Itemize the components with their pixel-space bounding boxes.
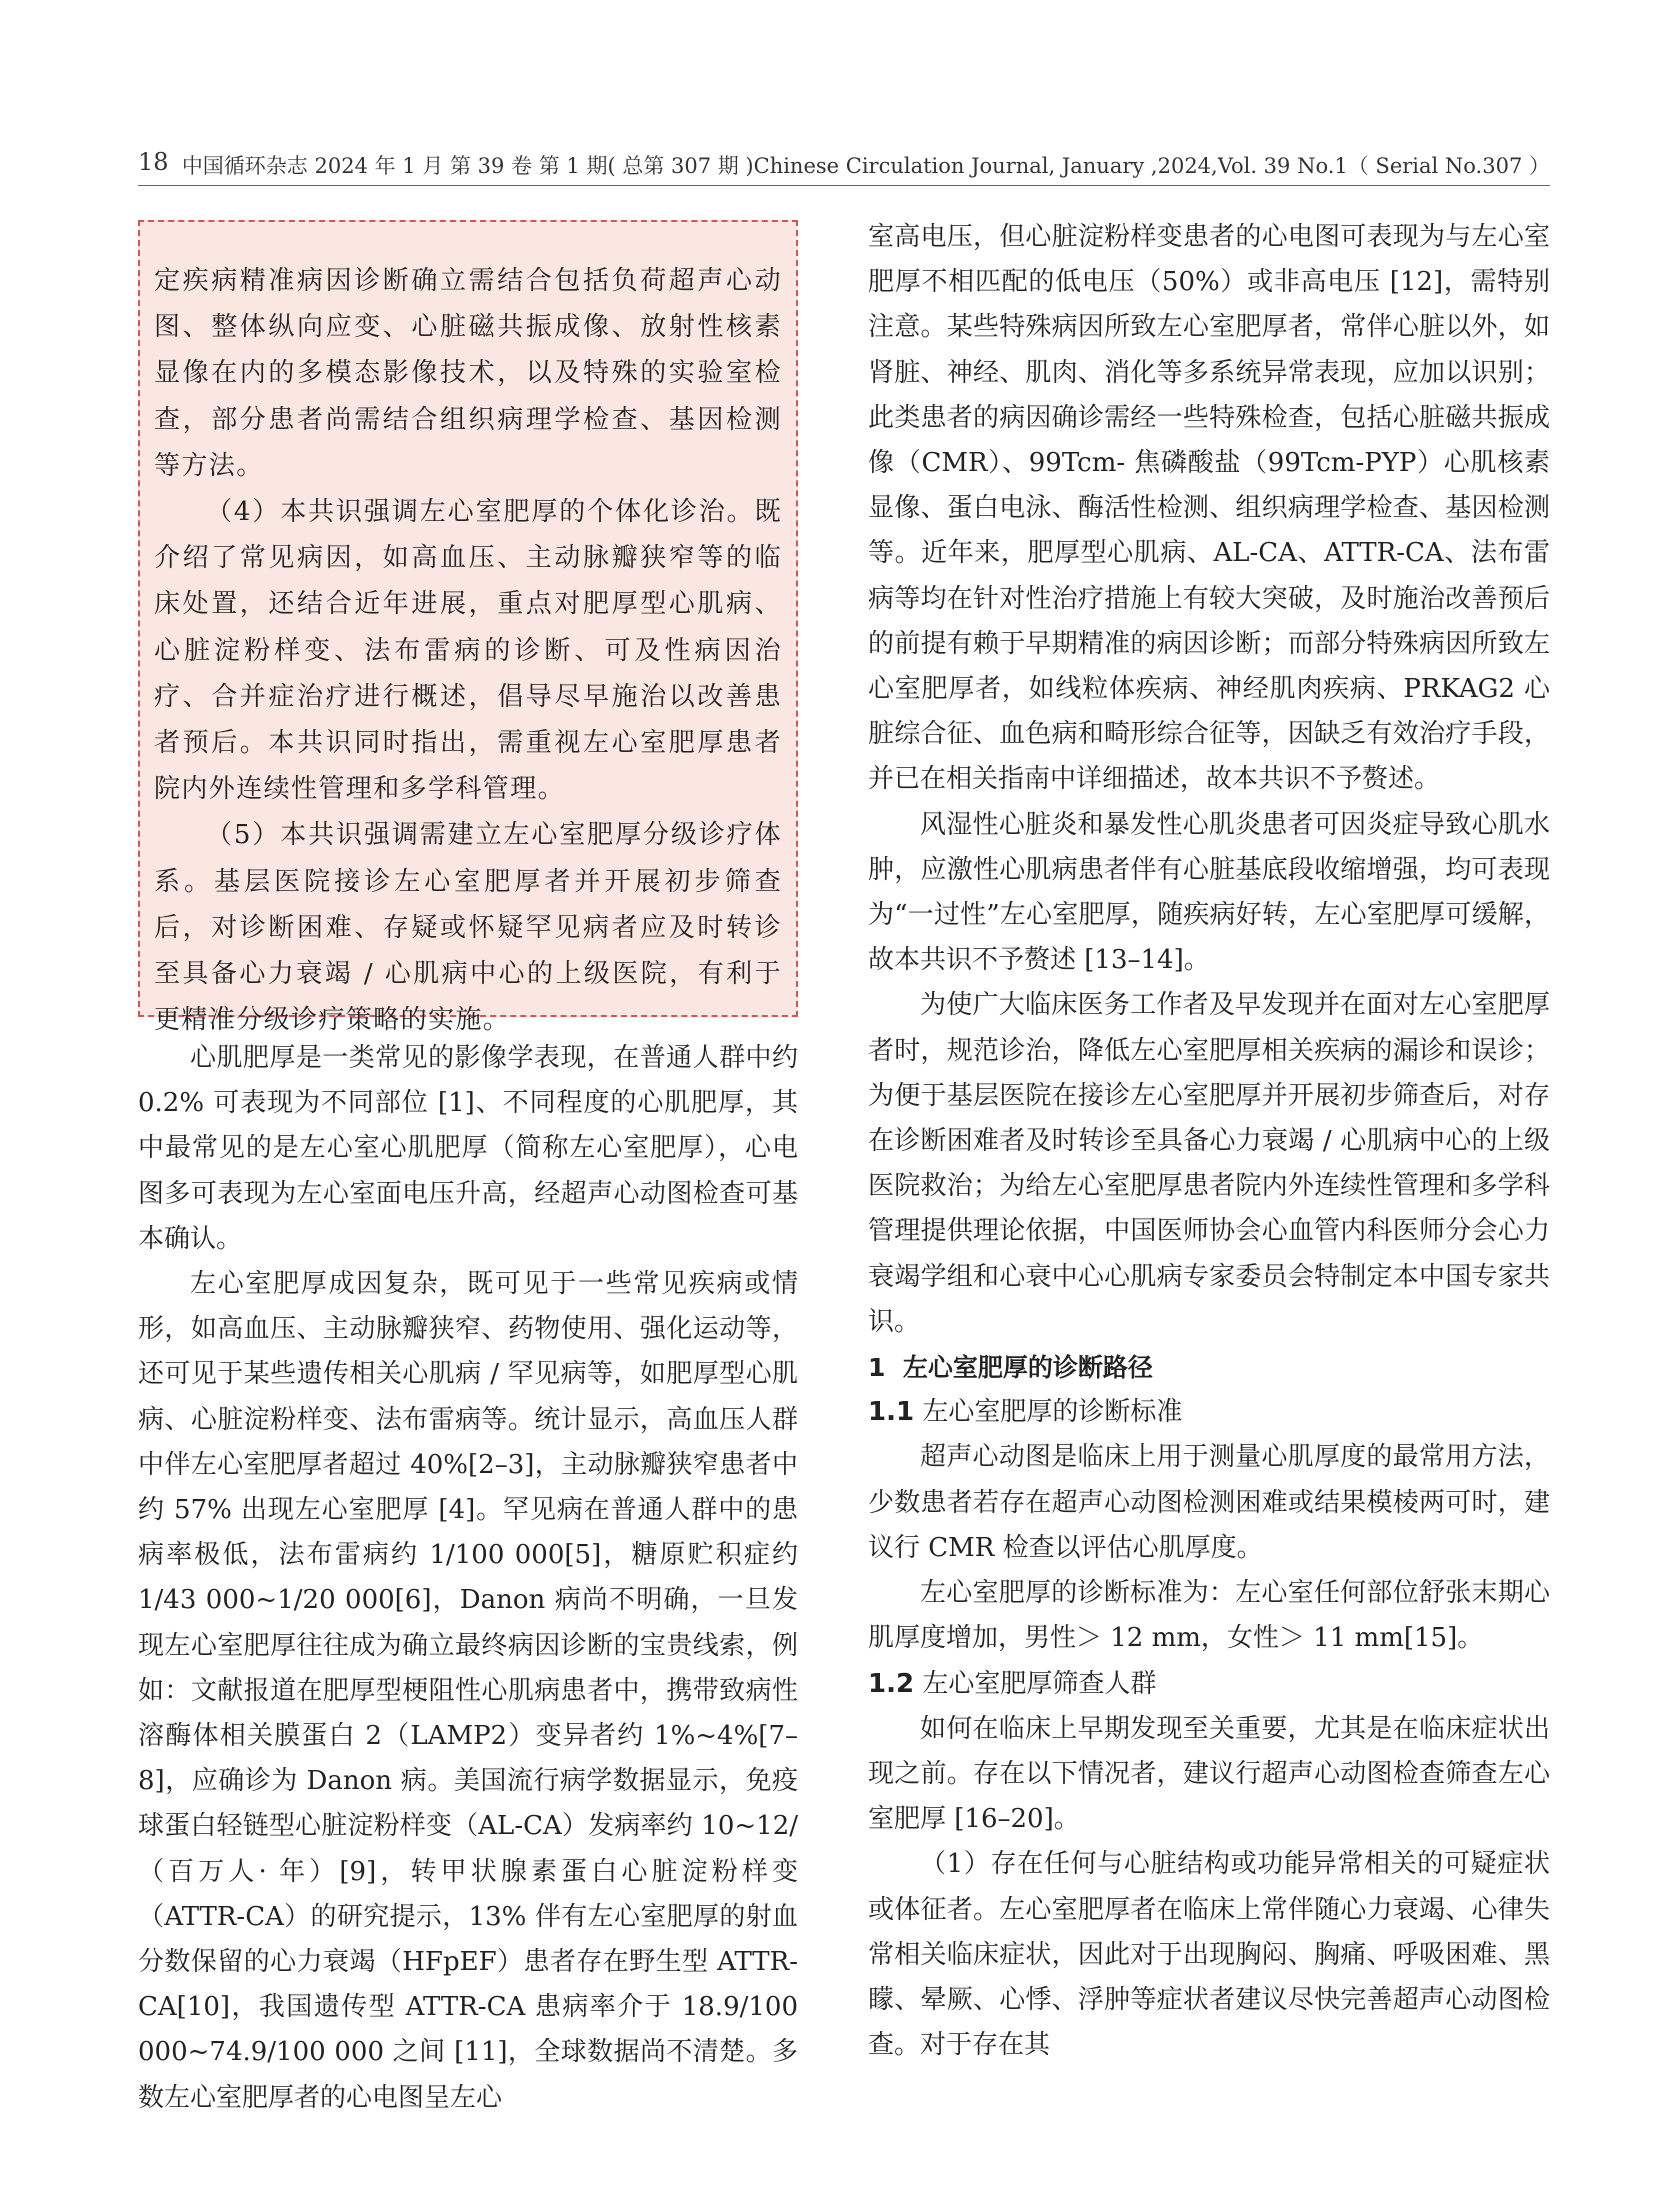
left-column [138, 1036, 798, 2121]
subsection-heading [868, 1662, 1550, 1707]
box-paragraph: （5）本共识强调需建立左心室肥厚分级诊疗体系。基层医院接诊左心室肥厚者并开展初步筛查后，对诊断困难、存疑或怀疑罕见病者应及时转诊至具备心力衰竭 / 心肌病中心的上级医院，有利于更精准分级诊疗策略的实施。 [154, 820, 782, 1036]
right-column [868, 215, 1550, 2068]
body-paragraph: （1）存在任何与心脏结构或功能异常相关的可疑症状或体征者。左心室肥厚者在临床上常伴随心力衰竭、心律失常相关临床症状，因此对于出现胸闷、胸痛、呼吸困难、黑矇、晕厥、心悸、浮肿等症状者建议尽快完善超声心动图检查。对于存在其 [868, 1849, 1550, 2061]
subsection-number: 1.2 [868, 1668, 915, 1699]
subsection-number: 1.1 [868, 1397, 915, 1428]
subsection-heading [868, 1390, 1550, 1435]
page-number: 18 [138, 148, 169, 176]
body-paragraph: 如何在临床上早期发现至关重要，尤其是在临床症状出现之前。存在以下情况者，建议行超声心动图检查筛查左心室肥厚 [16–20]。 [868, 1713, 1550, 1835]
section-title: 左心室肥厚的诊断路径 [902, 1353, 1153, 1383]
box-paragraph: （4）本共识强调左心室肥厚的个体化诊治。既介绍了常见病因，如高血压、主动脉瓣狭窄等的临床处置，还结合近年进展，重点对肥厚型心肌病、心脏淀粉样变、法布雷病的诊断、可及性病因治疗、合并症治疗进行概述，倡导尽早施治以改善患者预后。本共识同时指出，需重视左心室肥厚患者院内外连续性管理和多学科管理。 [154, 497, 782, 805]
body-paragraph: 室高电压，但心脏淀粉样变患者的心电图可表现为与左心室肥厚不相匹配的低电压（50%）或非高电压 [12]，需特别注意。某些特殊病因所致左心室肥厚者，常伴心脏以外，如肾脏、神经、肌肉、消化等多系统异常表现，应加以识别；此类患者的病因确诊需经一些特殊检查，包括心脏磁共振成像（CMR）、99Tcm- 焦磷酸盐（99Tcm-PYP）心肌核素显像、蛋白电泳、酶活性检测、组织病理学检查、基因检测等。近年来，肥厚型心肌病、AL-CA、ATTR-CA、法布雷病等均在针对性治疗措施上有较大突破，及时施治改善预后的前提有赖于早期精准的病因诊断；而部分特殊病因所致左心室肥厚者，如线粒体疾病、神经肌肉疾病、PRKAG2 心脏综合征、血色病和畸形综合征等，因缺乏有效治疗手段，并已在相关指南中详细描述，故本共识不予赘述。 [868, 222, 1550, 795]
body-paragraph: 超声心动图是临床上用于测量心肌厚度的最常用方法，少数患者若存在超声心动图检测困难或结果模棱两可时，建议行 CMR 检查以评估心肌厚度。 [868, 1442, 1550, 1563]
running-header [138, 148, 1550, 184]
body-paragraph: 为使广大临床医务工作者及早发现并在面对左心室肥厚者时，规范诊治，降低左心室肥厚相关疾病的漏诊和误诊；为便于基层医院在接诊左心室肥厚并开展初步筛查后，对存在诊断困难者及时转诊至具备心力衰竭 / 心肌病中心的上级医院救治；为给左心室肥厚患者院内外连续性管理和多学科管理提供理论依据，中国医师协会心血管内科医师分会心力衰竭学组和心衰中心心肌病专家委员会特制定本中国专家共识。 [868, 990, 1550, 1337]
box-paragraph: 定疾病精准病因诊断确立需结合包括负荷超声心动图、整体纵向应变、心脏磁共振成像、放射性核素显像在内的多模态影像技术，以及特殊的实验室检查，部分患者尚需结合组织病理学检查、基因检测等方法。 [154, 266, 782, 481]
body-paragraph: 左心室肥厚的诊断标准为：左心室任何部位舒张末期心肌厚度增加，男性＞ 12 mm，女性＞ 11 mm[15]。 [868, 1578, 1550, 1654]
body-paragraph: 风湿性心脏炎和暴发性心肌炎患者可因炎症导致心肌水肿，应激性心肌病患者伴有心脏基底段收缩增强，均可表现为“一过性”左心室肥厚，随疾病好转，左心室肥厚可缓解，故本共识不予赘述 [13–14]。 [868, 809, 1550, 976]
section-heading [868, 1345, 1550, 1390]
header-rule [138, 185, 1550, 186]
body-paragraph: 左心室肥厚成因复杂，既可见于一些常见疾病或情形，如高血压、主动脉瓣狭窄、药物使用、强化运动等，还可见于某些遗传相关心肌病 / 罕见病等，如肥厚型心肌病、心脏淀粉样变、法布雷病等。统计显示，高血压人群中伴左心室肥厚者超过 40%[2–3]，主动脉瓣狭窄患者中约 57% 出现左心室肥厚 [4]。罕见病在普通人群中的患病率极低，法布雷病约 1/100 000[5]，糖原贮积症约 1/43 000~1/20 000[6]，Danon 病尚不明确，一旦发现左心室肥厚往往成为确立最终病因诊断的宝贵线索，例如：文献报道在肥厚型梗阻性心肌病患者中，携带致病性溶酶体相关膜蛋白 2（LAMP2）变异者约 1%~4%[7–8]，应确诊为 Danon 病。美国流行病学数据显示，免疫球蛋白轻链型心脏淀粉样变（AL-CA）发病率约 10~12/（百万人· 年）[9]，转甲状腺素蛋白心脏淀粉样变（ATTR-CA）的研究提示，13% 伴有左心室肥厚的射血分数保留的心力衰竭（HFpEF）患者存在野生型 ATTR-CA[10]，我国遗传型 ATTR-CA 患病率介于 18.9/100 000~74.9/100 000 之间 [11]，全球数据尚不清楚。多数左心室肥厚者的心电图呈左心 [138, 1269, 798, 2113]
subsection-title: 左心室肥厚筛查人群 [922, 1668, 1157, 1699]
subsection-title: 左心室肥厚的诊断标准 [922, 1397, 1183, 1428]
section-number: 1 [868, 1353, 886, 1383]
body-paragraph: 心肌肥厚是一类常见的影像学表现，在普通人群中约 0.2% 可表现为不同部位 [1]、不同程度的心肌肥厚，其中最常见的是左心室心肌肥厚（简称左心室肥厚），心电图多可表现为左心室面电压升高，经超声心动图检查可基本确认。 [138, 1043, 798, 1254]
highlight-box [138, 220, 798, 1036]
journal-citation: 中国循环杂志 2024 年 1 月 第 39 卷 第 1 期( 总第 307 期 )Chinese Circulation Journal, January ,2024,Vol. 39 No.1（ Serial No.307 ） [181, 154, 1550, 178]
